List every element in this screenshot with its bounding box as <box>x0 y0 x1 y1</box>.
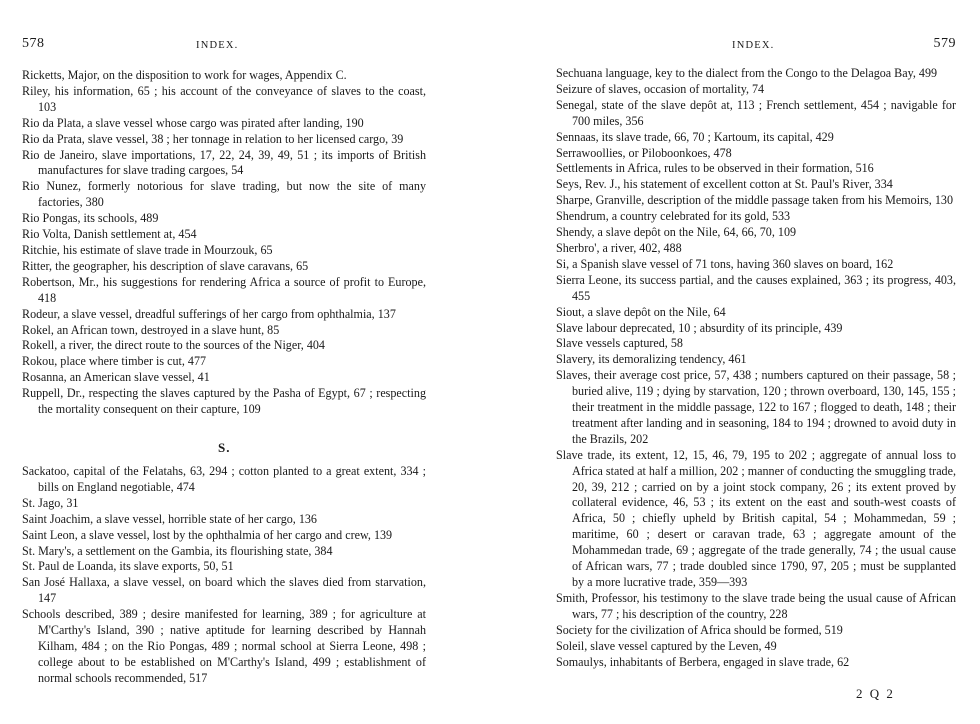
index-entry: Slave labour deprecated, 10 ; absurdity of its principle, 439 <box>556 320 843 335</box>
index-list-s-continued <box>556 66 956 670</box>
index-entry: Rio Volta, Danish settlement at, 454 <box>22 227 197 242</box>
index-entry: Somaulys, inhabitants of Berbera, engaged in slave trade, 62 <box>556 654 850 669</box>
index-entry: Siout, a slave depôt on the Nile, 64 <box>556 304 726 319</box>
index-entry: Ruppell, Dr., respecting the slaves captured by the Pasha of Egypt, 67 ; respecting the mortality consequent on their capture, 109 <box>22 386 426 417</box>
index-entry: Rokel, an African town, destroyed in a slave hunt, 85 <box>22 322 280 337</box>
index-entry: Settlements in Africa, rules to be observed in their formation, 516 <box>556 161 874 176</box>
index-entry: Saint Leon, a slave vessel, lost by the ophthalmia of her cargo and crew, 139 <box>22 527 393 542</box>
section-letter: S. <box>218 440 231 455</box>
index-list-r <box>22 68 426 418</box>
index-entry: Slavery, its demoralizing tendency, 461 <box>556 352 747 367</box>
index-entry: Si, a Spanish slave vessel of 71 tons, having 360 slaves on board, 162 <box>556 256 894 271</box>
index-entry: Slave trade, its extent, 12, 15, 46, 79, 195 to 202 ; aggregate of annual loss to Africa stated at half a million, 202 ; manner of conducting the smuggling trade, 20, 39, 212 ; carried on by a joint stock company, 26 ; its extent proved by collateral evidence, 46, 53 ; its extent on the east and south-west coasts of Africa, 50 ; chiefly upheld by British capital, 54 ; Mohammedan, 59 ; maritime, 60 ; desert or caravan trade, 63 ; aggregate amount of the Mohammedan trade, 69 ; aggregate of the trade generally, 74 ; the usual cause of African wars, 77 ; trade doubled since 1790, 97, 205 ; must be supplanted by a more lucrative trade, 359—393 <box>556 447 956 589</box>
index-entry: Rio da Prata, slave vessel, 38 ; her tonnage in relation to her licensed cargo, 39 <box>22 131 404 146</box>
index-entry: St. Paul de Loanda, its slave exports, 50, 51 <box>22 559 234 574</box>
index-entry: St. Mary's, a settlement on the Gambia, its flourishing state, 384 <box>22 543 333 558</box>
index-entry: Rokou, place where timber is cut, 477 <box>22 354 207 369</box>
index-entry: Sierra Leone, its success partial, and the causes explained, 363 ; its progress, 403, 455 <box>556 272 956 303</box>
index-entry: Rio Nunez, formerly notorious for slave trading, but now the site of many factories, 380 <box>22 179 426 210</box>
index-entry: Senegal, state of the slave depôt at, 113 ; French settlement, 454 ; navigable for 700 miles, 356 <box>556 97 956 128</box>
right-page <box>556 0 956 724</box>
index-entry: Slave vessels captured, 58 <box>556 336 683 351</box>
index-entry: Sharpe, Granville, description of the middle passage taken from his Memoirs, 130 <box>556 193 953 208</box>
signature-mark: 2 Q 2 <box>856 686 895 701</box>
index-entry: Serrawoollies, or Piloboonkoes, 478 <box>556 145 732 160</box>
index-entry: Ricketts, Major, on the disposition to work for wages, Appendix C. <box>22 68 347 82</box>
running-head-left: INDEX. <box>196 40 239 51</box>
index-entry: Rokell, a river, the direct route to the sources of the Niger, 404 <box>22 338 325 353</box>
index-entry: Sennaas, its slave trade, 66, 70 ; Kartoum, its capital, 429 <box>556 129 834 144</box>
index-entry: Robertson, Mr., his suggestions for rendering Africa a source of profit to Europe, 418 <box>22 274 426 305</box>
index-entry: Shendy, a slave depôt on the Nile, 64, 66, 70, 109 <box>556 225 797 240</box>
index-entry: Seys, Rev. J., his statement of excellent cotton at St. Paul's River, 334 <box>556 177 893 192</box>
index-entry: Soleil, slave vessel captured by the Leven, 49 <box>556 638 777 653</box>
index-entry: Sackatoo, capital of the Felatahs, 63, 294 ; cotton planted to a great extent, 334 ; bills on England negotiable, 474 <box>22 464 426 494</box>
running-head-right: INDEX. <box>732 40 775 51</box>
index-entry: Ritter, the geographer, his description of slave caravans, 65 <box>22 258 309 273</box>
index-list-s <box>22 464 426 687</box>
index-entry: St. Jago, 31 <box>22 495 79 510</box>
index-entry: Rio Pongas, its schools, 489 <box>22 211 159 226</box>
index-entry: Rio de Janeiro, slave importations, 17, 22, 24, 39, 49, 51 ; its imports of British manufactures for slave trading cargoes, 54 <box>22 147 426 178</box>
index-entry: Riley, his information, 65 ; his account of the conveyance of slaves to the coast, 103 <box>22 83 426 114</box>
index-entry: Rio da Plata, a slave vessel whose cargo was pirated after landing, 190 <box>22 115 364 130</box>
index-entry: Ritchie, his estimate of slave trade in Mourzouk, 65 <box>22 242 273 257</box>
index-entry: San José Hallaxa, a slave vessel, on board which the slaves died from starvation, 147 <box>22 575 426 606</box>
index-entry: Rodeur, a slave vessel, dreadful sufferings of her cargo from ophthalmia, 137 <box>22 306 396 321</box>
index-entry: Sherbro', a river, 402, 488 <box>556 240 682 255</box>
left-page <box>22 0 426 724</box>
index-entry: Society for the civilization of Africa should be formed, 519 <box>556 622 843 637</box>
index-entry: Slaves, their average cost price, 57, 438 ; numbers captured on their passage, 58 ; buried alive, 119 ; dying by starvation, 120 ; thrown overboard, 130, 145, 155 ; their treatment in the middle passage, 122 to 167 ; flogged to death, 148 ; their treatment after landing and in seasoning, 184 to 194 ; drowned to avoid duty in the Brazils, 202 <box>556 368 956 446</box>
index-entry: Seizure of slaves, occasion of mortality, 74 <box>556 81 765 96</box>
index-entry: Smith, Professor, his testimony to the slave trade being the usual cause of African wars, 77 ; his description of the country, 228 <box>556 590 956 621</box>
index-entry: Rosanna, an American slave vessel, 41 <box>22 370 210 385</box>
page-number-left: 578 <box>22 36 45 51</box>
index-entry: Sechuana language, key to the dialect from the Congo to the Delagoa Bay, 499 <box>556 66 938 80</box>
index-entry: Shendrum, a country celebrated for its gold, 533 <box>556 209 791 224</box>
index-entry: Saint Joachim, a slave vessel, horrible state of her cargo, 136 <box>22 511 317 526</box>
index-entry: Schools described, 389 ; desire manifested for learning, 389 ; for agriculture at M'Carthy's Island, 390 ; native aptitude for learning described by Hannah Kilham, 484 ; on the Rio Pongas, 489 ; normal school at Sierra Leone, 498 ; college about to be established on M'Carthy's Island, 499 ; establishment of normal schools recommended, 517 <box>22 607 426 685</box>
page-number-right: 579 <box>933 36 956 51</box>
